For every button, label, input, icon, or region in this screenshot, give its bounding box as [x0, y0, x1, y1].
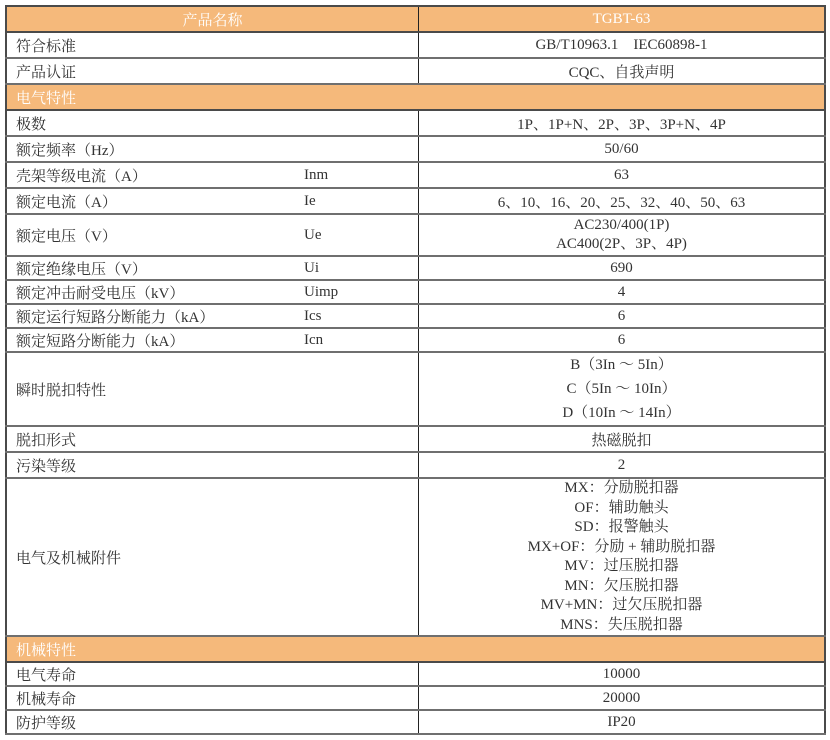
row-label [6, 280, 419, 304]
row-label: 产品认证 [6, 58, 419, 84]
row-value [419, 214, 826, 256]
table-row [6, 686, 825, 710]
value-line: OF：辅助触头 [574, 499, 669, 516]
row-value: 10000 [419, 662, 826, 686]
table-row [6, 352, 825, 426]
row-symbol: Ics [304, 307, 322, 324]
row-label [6, 162, 419, 188]
value-line: SD：报警触头 [574, 519, 669, 535]
row-label: 机械寿命 [6, 686, 419, 710]
row-label: 电气寿命 [6, 662, 419, 686]
row-symbol: Ie [304, 192, 316, 209]
row-label: 极数 [6, 110, 419, 136]
row-value: 690 [419, 256, 826, 280]
product-name-label: 产品名称 [6, 6, 419, 32]
table-row [6, 162, 825, 188]
row-value: 6 [419, 328, 826, 352]
table-row [6, 662, 825, 686]
row-label-text: 额定电流（A） [16, 194, 117, 211]
row-value: 50/60 [419, 136, 826, 162]
row-value: 1P、1P+N、2P、3P、3P+N、4P [419, 110, 826, 136]
row-label [6, 328, 419, 352]
row-value: 4 [419, 280, 826, 304]
row-label: 额定频率（Hz） [6, 136, 419, 162]
value-line: MX+OF：分励 + 辅助脱扣器 [527, 538, 716, 555]
product-spec-table [5, 5, 826, 735]
row-value: 2 [419, 452, 826, 478]
section-title: 电气特性 [6, 84, 825, 110]
row-value: 63 [419, 162, 826, 188]
table-row [6, 188, 825, 214]
row-label: 电气及机械附件 [6, 478, 419, 636]
row-label: 瞬时脱扣特性 [6, 352, 419, 426]
table-row [6, 136, 825, 162]
row-value: IP20 [419, 710, 826, 734]
value-line: MN：欠压脱扣器 [564, 577, 679, 594]
value-line: MV+MN：过欠压脱扣器 [540, 597, 703, 613]
row-label [6, 304, 419, 328]
product-model-value: TGBT-63 [419, 6, 826, 32]
row-label-text: 额定冲击耐受电压（kV） [16, 285, 185, 302]
row-value [419, 352, 826, 426]
row-value: 6、10、16、20、25、32、40、50、63 [419, 188, 826, 214]
value-line: AC230/400(1P) [573, 216, 670, 233]
table-row [6, 110, 825, 136]
section-header-row-electrical [6, 84, 825, 110]
row-label-text: 额定运行短路分断能力（kA） [16, 309, 215, 326]
row-value: 20000 [419, 686, 826, 710]
row-label: 防护等级 [6, 710, 419, 734]
table-row [6, 58, 825, 84]
section-title: 机械特性 [6, 636, 825, 662]
row-symbol: Uimp [304, 283, 339, 300]
row-symbol: Ue [304, 226, 322, 243]
table-row [6, 280, 825, 304]
table-row [6, 328, 825, 352]
row-label: 污染等级 [6, 452, 419, 478]
value-line: MNS：失压脱扣器 [560, 616, 683, 633]
row-label [6, 214, 419, 256]
row-label-text: 额定短路分断能力（kA） [16, 333, 185, 350]
value-line: AC400(2P、3P、4P) [556, 236, 687, 252]
row-value: GB/T10963.1 IEC60898-1 [419, 32, 826, 58]
row-label-text: 壳架等级电流（A） [16, 168, 147, 185]
row-value [419, 478, 826, 636]
value-line: C（5In ～ 10In） [566, 381, 677, 397]
row-label-text: 额定电压（V） [16, 228, 117, 245]
row-label: 脱扣形式 [6, 426, 419, 452]
table-row [6, 304, 825, 328]
product-header-row [6, 6, 825, 32]
row-label [6, 256, 419, 280]
table-row [6, 32, 825, 58]
table-row [6, 426, 825, 452]
value-line: MX：分励脱扣器 [564, 480, 679, 496]
table-row [6, 214, 825, 256]
value-line: B（3In ～ 5In） [570, 357, 673, 373]
row-symbol: Inm [304, 166, 329, 183]
section-header-row-mechanical [6, 636, 825, 662]
value-line: MV：过压脱扣器 [564, 558, 679, 574]
table-row [6, 478, 825, 636]
row-label-text: 额定绝缘电压（V） [16, 261, 147, 278]
row-value: 6 [419, 304, 826, 328]
row-value: 热磁脱扣 [419, 426, 826, 452]
row-value: CQC、自我声明 [419, 58, 826, 84]
table-row [6, 452, 825, 478]
row-symbol: Ui [304, 259, 319, 276]
row-label [6, 188, 419, 214]
value-line: D（10In ～ 14In） [562, 405, 681, 421]
table-row [6, 256, 825, 280]
row-symbol: Icn [304, 331, 324, 348]
table-row [6, 710, 825, 734]
row-label: 符合标准 [6, 32, 419, 58]
